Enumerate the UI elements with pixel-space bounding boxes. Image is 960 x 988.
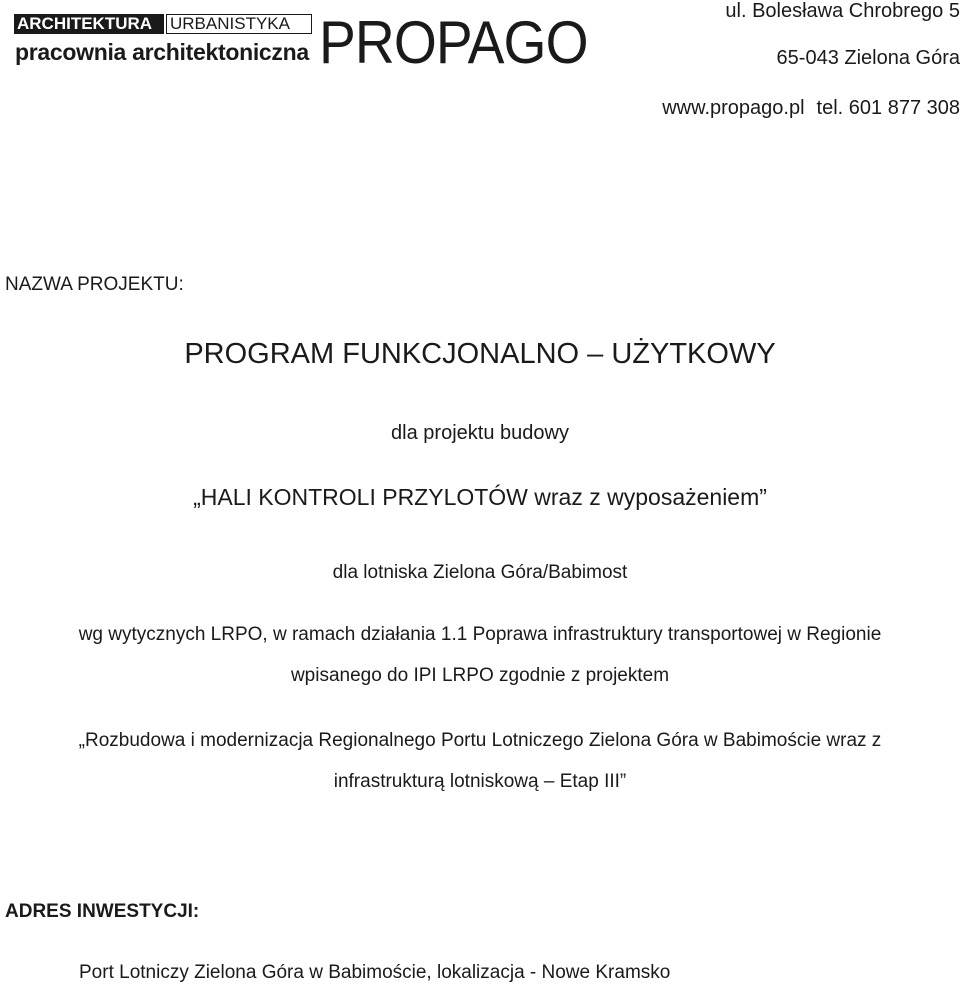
guidelines-line-2: wpisanego do IPI LRPO zgodnie z projektem — [290, 665, 670, 686]
investment-address-label: ADRES INWESTYCJI: — [5, 901, 200, 922]
company-phone: tel. 601 877 308 — [816, 97, 960, 119]
company-website: www.propago.pl — [662, 97, 805, 119]
guidelines-line-1: wg wytycznych LRPO, w ramach działania 1.1 Poprawa infrastruktury transportowej w Regionie — [78, 624, 882, 645]
investment-address: Port Lotniczy Zielona Góra w Babimoście, lokalizacja - Nowe Kramsko — [79, 962, 671, 983]
company-street: ul. Bolesława Chrobrego 5 — [725, 0, 960, 22]
company-logo — [14, 9, 594, 76]
document-title: PROGRAM FUNKCJONALNO – UŻYTKOWY — [184, 338, 776, 370]
project-intro: dla projektu budowy — [391, 422, 569, 444]
logo-architektura-tag: ARCHITEKTURA — [14, 14, 164, 34]
airport-name: dla lotniska Zielona Góra/Babimost — [332, 562, 628, 583]
project-name-line-1: „Rozbudowa i modernizacja Regionalnego Portu Lotniczego Zielona Góra w Babimoście wraz z — [78, 730, 882, 751]
logo-urbanistyka-tag: URBANISTYKA — [166, 14, 312, 34]
building-name: „HALI KONTROLI PRZYLOTÓW wraz z wyposażeniem” — [193, 484, 767, 510]
company-city: 65-043 Zielona Góra — [776, 47, 960, 69]
company-contact — [662, 97, 960, 120]
logo-brand-name: PROPAGO — [319, 9, 588, 76]
project-name-line-2: infrastrukturą lotniskową – Etap III” — [333, 771, 627, 792]
project-name-label: NAZWA PROJEKTU: — [5, 274, 184, 295]
logo-subtitle: pracownia architektoniczna — [15, 39, 309, 65]
